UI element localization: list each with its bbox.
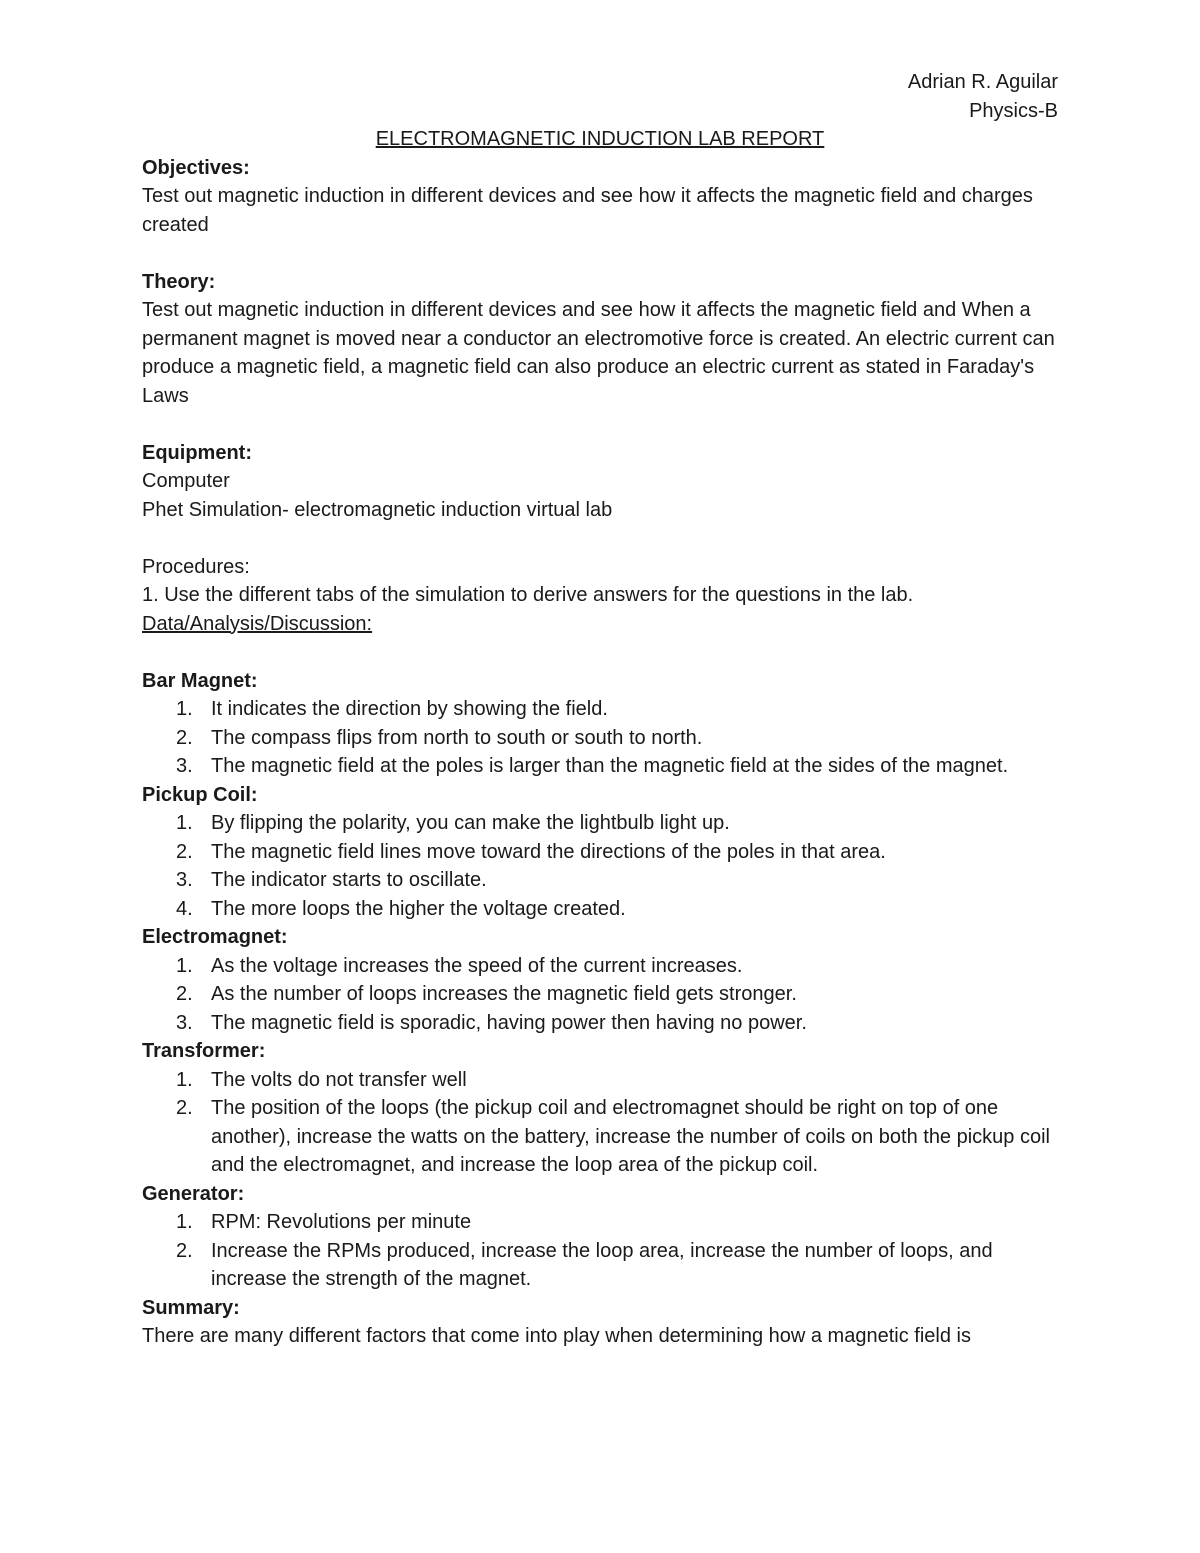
lab-report-page [142,68,1058,1351]
list-item: 4. The more loops the higher the voltage created. [176,897,626,920]
objectives-heading: Objectives: [142,156,250,179]
list-item: 1. As the voltage increases the speed of the current increases. [176,954,743,977]
list-item: 2. The compass flips from north to south or south to north. [176,726,703,749]
list-item: 3. The magnetic field at the poles is larger than the magnetic field at the sides of the magnet. [176,755,1009,777]
section-heading-transformer: Transformer: [142,1040,266,1062]
procedures-text: 1. Use the different tabs of the simulation to derive answers for the questions in the lab. [142,584,914,606]
list-item: 2. The magnetic field lines move toward the directions of the poles in that area. [176,840,886,863]
procedures-heading: Procedures: [142,555,250,578]
course-name: Physics-B [969,99,1058,122]
transformer-list [142,1066,1058,1180]
list-item: 2. Increase the RPMs produced, increase the loop area, increase the number of loops, and increase the strength of the magnet. [176,1239,993,1290]
section-heading-generator: Generator: [142,1182,245,1205]
electromagnet-list [142,952,1058,1038]
list-item: 3. The magnetic field is sporadic, having power then having no power. [176,1011,807,1034]
summary-heading: Summary: [142,1296,240,1319]
pickup-coil-list [142,809,1058,923]
list-item: 1. The volts do not transfer well [176,1068,467,1091]
section-heading-pickup-coil: Pickup Coil: [142,783,258,806]
section-heading-bar-magnet: Bar Magnet: [142,669,258,692]
list-item: 2. As the number of loops increases the magnetic field gets stronger. [176,983,797,1005]
summary-text: There are many different factors that come into play when determining how a magnetic field is [142,1325,971,1347]
list-item: 2. The position of the loops (the pickup coil and electromagnet should be right on top of one another), increase the watts on the battery, increase the number of coils on both the pickup coil and the electromagnet, and increase the loop area of the pickup coil. [176,1097,1050,1176]
theory-heading: Theory: [142,270,216,293]
section-heading-electromagnet: Electromagnet: [142,926,288,948]
report-title: ELECTROMAGNETIC INDUCTION LAB REPORT [375,128,825,150]
generator-list [142,1208,1058,1294]
objectives-text: Test out magnetic induction in different devices and see how it affects the magnetic field and charges created [142,185,1033,236]
bar-magnet-list [142,695,1058,781]
equipment-item: Phet Simulation- electromagnetic induction virtual lab [142,498,613,521]
equipment-item: Computer [142,470,230,492]
equipment-heading: Equipment: [142,441,252,464]
list-item: 1. By flipping the polarity, you can make the lightbulb light up. [176,812,730,834]
theory-text: Test out magnetic induction in different devices and see how it affects the magnetic field and When a permanent magnet is moved near a conductor an electromotive force is created. An electric current can produce a magnetic field, a magnetic field can also produce an electric current as stated in Faraday's Laws [142,299,1055,407]
list-item: 1. RPM: Revolutions per minute [176,1211,472,1233]
list-item: 3. The indicator starts to oscillate. [176,869,487,891]
data-analysis-heading: Data/Analysis/Discussion: [142,612,373,635]
author-name: Adrian R. Aguilar [907,71,1058,93]
list-item: 1. It indicates the direction by showing the field. [176,698,608,720]
